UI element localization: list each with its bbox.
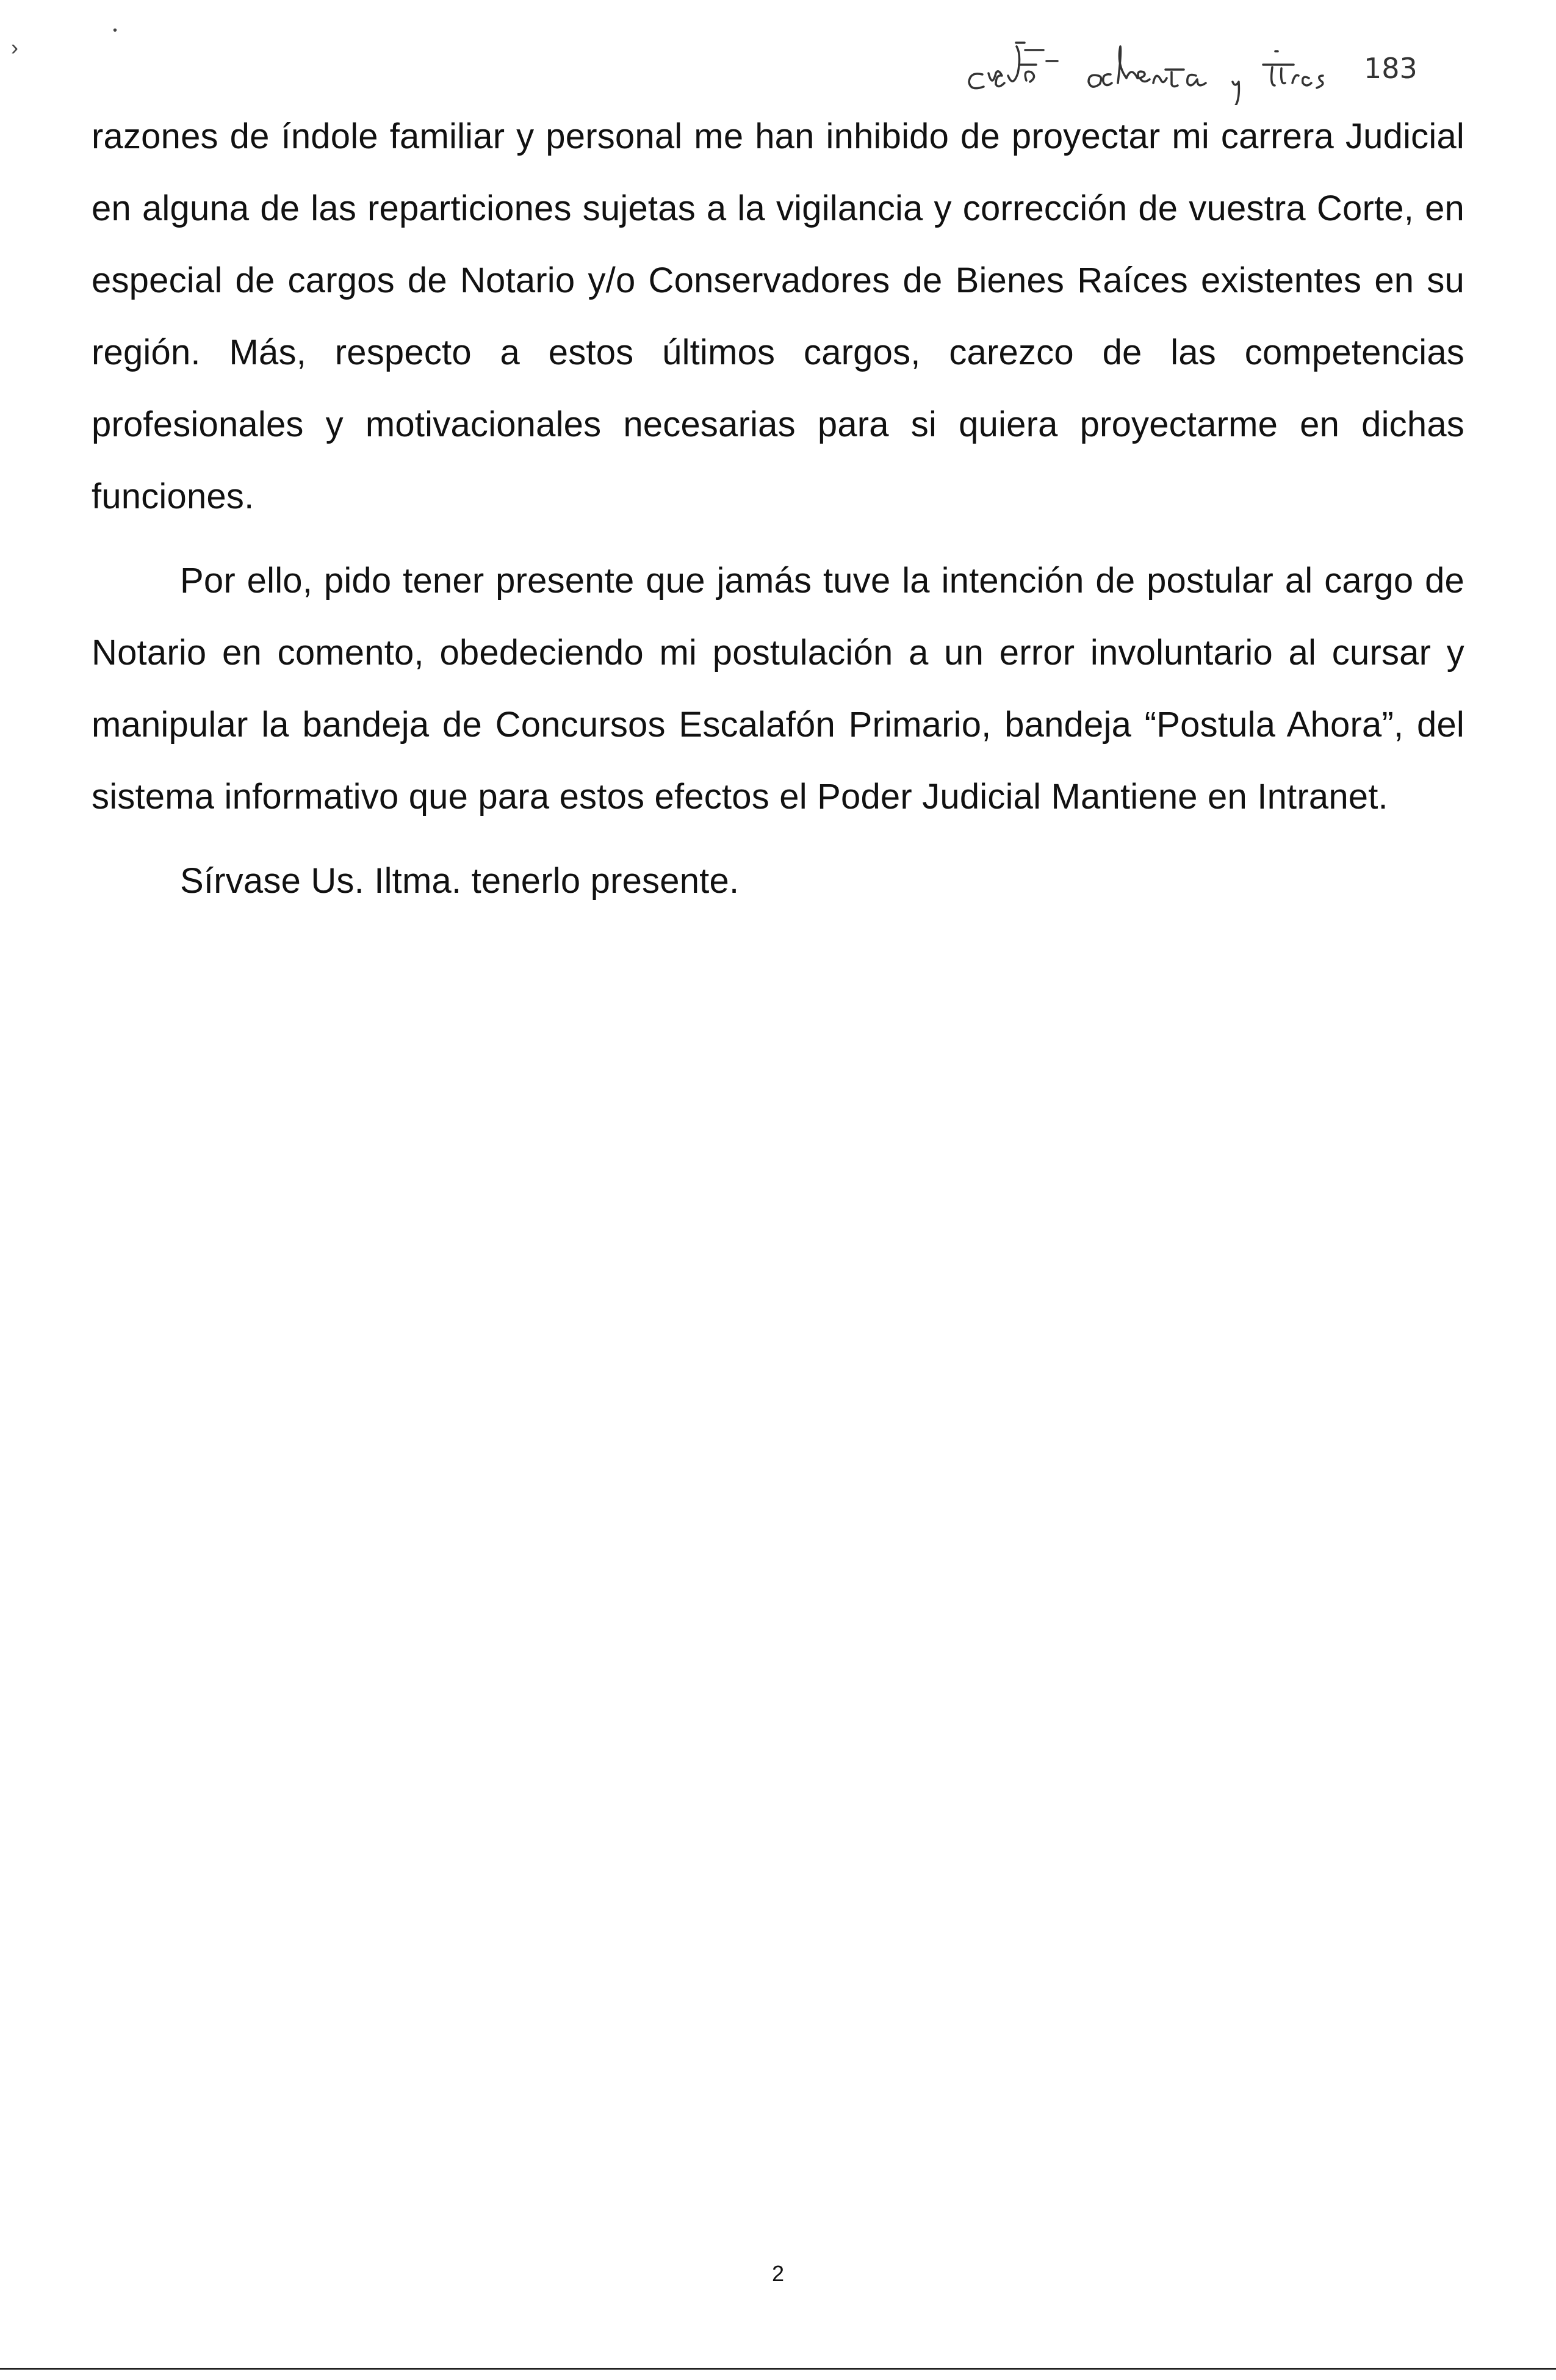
closing-line: Sírvase Us. Iltma. tenerlo presente.	[180, 861, 740, 901]
paragraph-1: razones de índole familiar y personal me han inhibido de proyectar mi carrera Judicial en alguna de las reparticiones sujetas a la vigilancia y corrección de vuestra Corte, en especial de cargos de Notario y/o Conservadores de Bienes Raíces existentes en su región. Más, respecto a estos últimos cargos, carezco de las competencias profesionales y motivacionales necesarias para si quiera proyectarme en dichas funciones.	[92, 117, 1464, 516]
document-body	[92, 101, 1464, 917]
bottom-rule	[0, 2368, 1556, 2370]
page-number: 2	[771, 2261, 785, 2286]
handwritten-folio-annotation	[958, 38, 1519, 105]
folio-number: 183	[1364, 52, 1417, 85]
scan-dot: •	[113, 24, 118, 37]
handwritten-signature-graphic	[958, 38, 1519, 105]
paragraph-2: Por ello, pido tener presente que jamás tuve la intención de postular al cargo de Notario en comento, obedeciendo mi postulación a un error involuntario al cursar y manipular la bandeja de Concursos Escalafón Primario, bandeja “Postula Ahora”, del sistema informativo que para estos efectos el Poder Judicial Mantiene en Intranet.	[92, 561, 1464, 817]
scan-mark-left: ›	[11, 35, 18, 60]
